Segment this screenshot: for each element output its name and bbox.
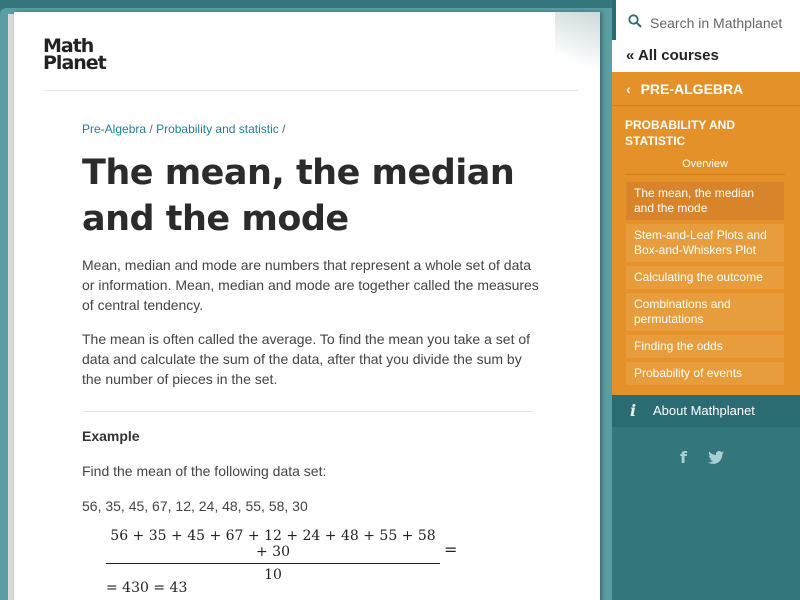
equals-sign: = [444,540,458,559]
info-icon: i [630,401,637,420]
section-divider [82,411,534,412]
search-icon[interactable] [628,14,642,28]
intro-paragraph: Mean, median and mode are numbers that represent a whole set of data or information. Mean, median and mode are together called the measures of central tendency. [82,257,539,313]
facebook-icon[interactable]: f [680,448,687,467]
breadcrumb [82,122,285,136]
result-line: = 430 = 43 [106,580,188,596]
sidebar-item-stem-leaf[interactable]: Stem-and-Leaf Plots and Box-and-Whiskers Plot [626,224,784,262]
course-pre-algebra-link[interactable] [612,72,800,106]
breadcrumb-probability[interactable]: Probability and statistic [156,122,279,136]
sidebar-item-finding-odds[interactable]: Finding the odds [626,335,784,358]
page-title: The mean, the median and the mode [82,153,515,239]
sidebar-item-combinations[interactable]: Combinations and permutations [626,293,784,331]
example-data-set: 56, 35, 45, 67, 12, 24, 48, 55, 58, 30 [82,498,308,514]
all-courses-label: All courses [637,47,719,64]
section-title[interactable]: PROBABILITY AND STATISTIC [625,118,736,148]
chevron-left-icon: ‹ [626,81,631,97]
example-heading: Example [82,428,140,444]
sidebar-item-mean-median-mode[interactable]: The mean, the median and the mode [626,182,784,220]
social-links [680,448,724,467]
mean-paragraph: The mean is often called the average. To find the mean you take a set of data and calculate the sum of the data, after that you divide the sum by the number of pieces in the set. [82,331,531,387]
mathplanet-logo[interactable] [43,35,113,78]
about-label: About Mathplanet [653,403,755,418]
logo-line2: Planet [43,52,106,74]
all-courses-link[interactable] [612,40,800,72]
fraction-denominator: 10 [264,567,282,583]
breadcrumb-pre-algebra[interactable]: Pre-Algebra [82,122,147,136]
fraction-numerator: 56 + 35 + 45 + 67 + 12 + 24 + 48 + 55 + 58 + 30 [110,528,436,560]
mean-fraction [106,528,440,583]
double-chevron-left-icon: « [626,47,635,64]
overview-link[interactable]: Overview [625,153,785,175]
sidebar-item-calculating-outcome[interactable]: Calculating the outcome [626,266,784,289]
breadcrumb-separator: / [282,122,286,136]
example-instruction: Find the mean of the following data set: [82,463,327,479]
breadcrumb-separator: / [149,122,153,136]
sidebar-item-probability-events[interactable]: Probability of events [626,362,784,385]
twitter-icon[interactable] [708,451,724,464]
search-input[interactable] [650,12,800,34]
course-label: PRE-ALGEBRA [640,81,744,97]
page-curl [555,12,600,82]
header-divider [44,90,578,91]
logo-line1: Math [43,35,94,57]
about-mathplanet-link[interactable] [612,395,800,427]
